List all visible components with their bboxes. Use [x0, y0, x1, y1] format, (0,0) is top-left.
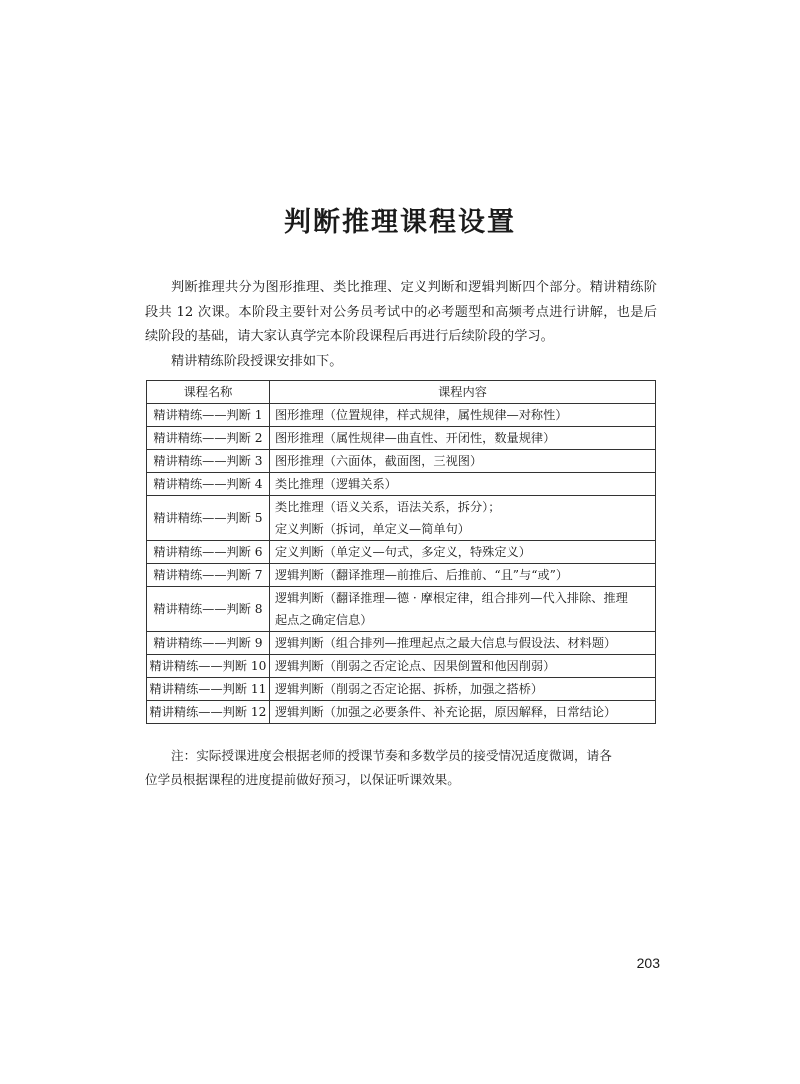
- course-content-cell: [270, 473, 656, 496]
- course-content-cell: [270, 655, 656, 678]
- course-content-line: 逻辑判断（组合排列—推理起点之最大信息与假设法、材料题）: [275, 636, 617, 650]
- header-course-name: 课程名称: [147, 381, 270, 404]
- course-content-line: 逻辑判断（加强之必要条件、补充论据，原因解释，日常结论）: [275, 705, 617, 719]
- course-content-cell: [270, 427, 656, 450]
- footnote-line: 位学员根据课程的进度提前做好预习，以保证听课效果。: [145, 772, 460, 787]
- course-content-cell: [270, 450, 656, 473]
- course-name-cell: 精讲精练——判断 12: [147, 701, 270, 724]
- course-content-line: 类比推理（逻辑关系）: [275, 477, 397, 491]
- course-content-cell: [270, 496, 656, 541]
- table-body: [147, 404, 656, 724]
- course-name-cell: 精讲精练——判断 4: [147, 473, 270, 496]
- course-name-cell: 精讲精练——判断 7: [147, 564, 270, 587]
- header-course-content: 课程内容: [270, 381, 656, 404]
- footnote-line: 注：实际授课进度会根据老师的授课节奏和多数学员的接受情况适度微调，请各: [171, 748, 612, 763]
- course-name-cell: 精讲精练——判断 9: [147, 632, 270, 655]
- course-name-cell: 精讲精练——判断 6: [147, 541, 270, 564]
- course-name-cell: 精讲精练——判断 11: [147, 678, 270, 701]
- table-row: [147, 587, 656, 632]
- course-content-cell: [270, 678, 656, 701]
- intro-section: [145, 276, 657, 374]
- table-row: [147, 541, 656, 564]
- course-name-cell: 精讲精练——判断 3: [147, 450, 270, 473]
- course-content-line: 逻辑判断（翻译推理—德 · 摩根定律，组合排列—代入排除、推理: [275, 591, 628, 605]
- course-content-line: 逻辑判断（削弱之否定论点、因果倒置和他因削弱）: [275, 659, 556, 673]
- course-content-cell: [270, 564, 656, 587]
- table-row: [147, 496, 656, 541]
- footnote: [145, 744, 657, 792]
- course-content-cell: [270, 404, 656, 427]
- table-row: [147, 450, 656, 473]
- table-row: [147, 473, 656, 496]
- course-content-line: 图形推理（位置规律，样式规律，属性规律—对称性）: [275, 408, 568, 422]
- course-name-cell: 精讲精练——判断 2: [147, 427, 270, 450]
- course-content-cell: [270, 701, 656, 724]
- table-row: [147, 678, 656, 701]
- course-content-line: 类比推理（语义关系，语法关系，拆分）；: [275, 500, 501, 514]
- intro-paragraph-schedule: 精讲精练阶段授课安排如下。: [171, 353, 343, 369]
- table-row: [147, 701, 656, 724]
- course-content-line: 定义判断（拆词，单定义—简单句）: [275, 522, 470, 536]
- course-content-line: 图形推理（属性规律—曲直性、开闭性，数量规律）: [275, 431, 556, 445]
- course-name-cell: 精讲精练——判断 8: [147, 587, 270, 632]
- course-name-cell: 精讲精练——判断 10: [147, 655, 270, 678]
- table-row: [147, 632, 656, 655]
- course-content-line: 逻辑判断（削弱之否定论据、拆桥，加强之搭桥）: [275, 682, 544, 696]
- course-content-line: 图形推理（六面体，截面图，三视图）: [275, 454, 483, 468]
- table-row: [147, 564, 656, 587]
- course-content-line: 逻辑判断（翻译推理—前推后、后推前、“且”与“或”）: [275, 568, 569, 582]
- course-content-line: 定义判断（单定义—句式，多定义，特殊定义）: [275, 545, 531, 559]
- course-schedule-table: [146, 380, 656, 724]
- course-content-cell: [270, 541, 656, 564]
- table-row: [147, 427, 656, 450]
- page-title: 判断推理课程设置: [284, 207, 516, 238]
- intro-paragraph: 判断推理共分为图形推理、类比推理、定义判断和逻辑判断四个部分。精讲精练阶段共 12 次课。本阶段主要针对公务员考试中的必考题型和高频考点进行讲解，也是后续阶段的基础，请大家认真学完本阶段课程后再进行后续阶段的学习。: [145, 280, 657, 344]
- course-content-cell: [270, 632, 656, 655]
- course-name-cell: 精讲精练——判断 5: [147, 496, 270, 541]
- table-row: [147, 655, 656, 678]
- table-header-row: [147, 381, 656, 404]
- table-row: [147, 404, 656, 427]
- course-content-line: 起点之确定信息）: [275, 613, 373, 627]
- course-content-cell: [270, 587, 656, 632]
- page-number: 203: [636, 955, 660, 971]
- course-name-cell: 精讲精练——判断 1: [147, 404, 270, 427]
